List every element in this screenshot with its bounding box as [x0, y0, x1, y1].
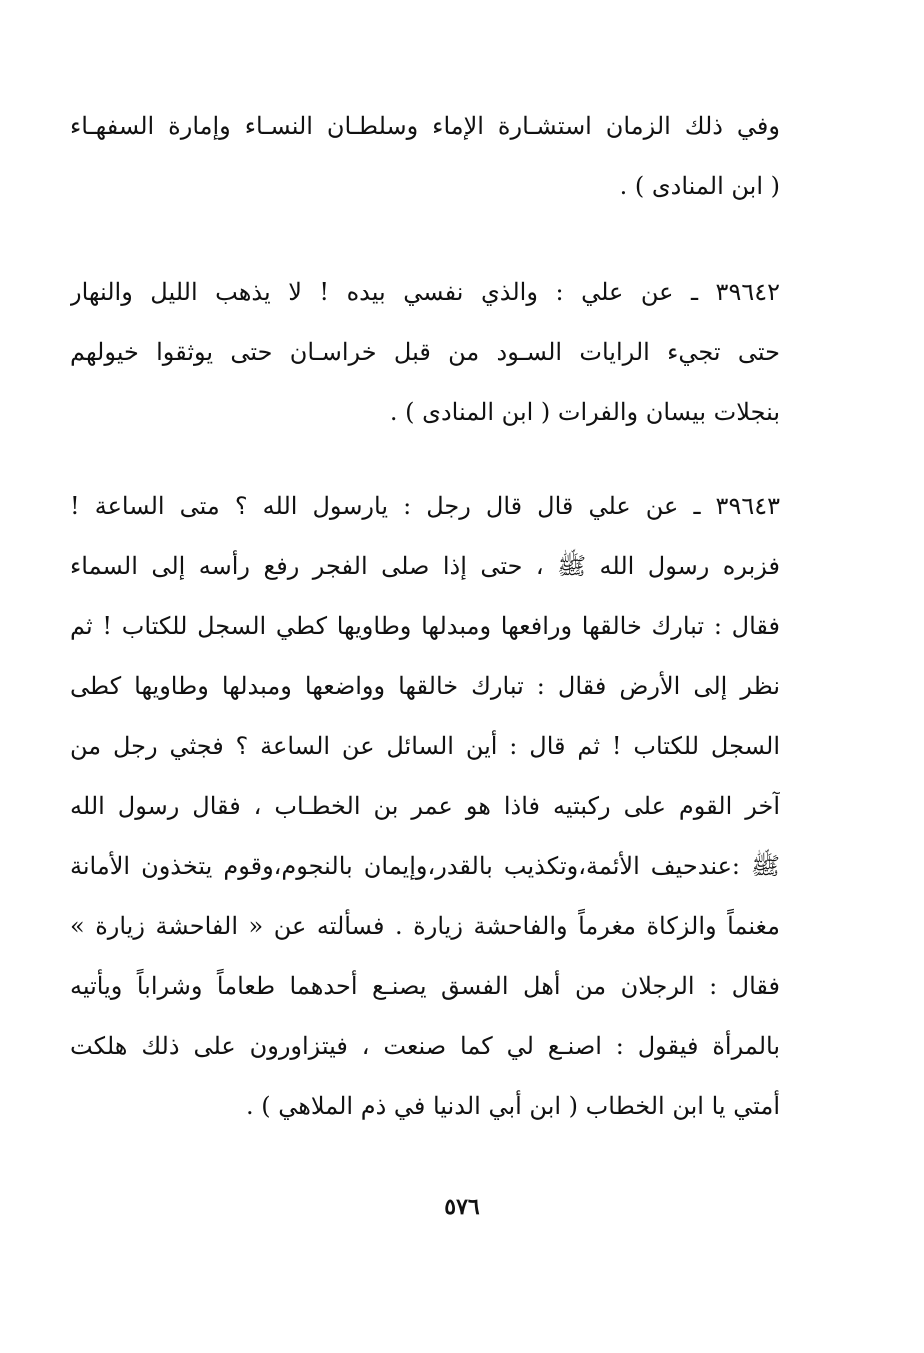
text-line: أمتي يا ابن الخطاب ( ابن أبي الدنيا في ذم الملاهي ) . [246, 1092, 780, 1120]
text-line: السجل للكتاب ! ثم قال : أين السائل عن الساعة ؟ فجثي رجل من [70, 732, 780, 760]
text-line: نظر إلى الأرض فقال : تبارك خالقها وواضعها ومبدلها وطاويها كطى [70, 672, 780, 700]
text-line: بنجلات بيسان والفرات ( ابن المنادى ) . [389, 398, 780, 426]
hadith-39642 [70, 262, 780, 442]
text-line: ٣٩٦٤٢ ـ عن علي : والذي نفسي بيده ! لا يذهب الليل والنهار [70, 278, 780, 306]
text-line: بالمرأة فيقول : اصنـع لي كما صنعت ، فيتزاورون على ذلك هلكت [70, 1032, 780, 1060]
text-line: حتى تجيء الرايات السـود من قبل خراسـان حتى يوثقوا خيولهم [70, 338, 780, 366]
text-line: ( ابن المنادى ) . [619, 172, 780, 200]
text-line: فزبره رسول الله ﷺ ، حتى إذا صلى الفجر رفع رأسه إلى السماء [70, 552, 780, 580]
text-line: مغنماً والزكاة مغرماً والفاحشة زيارة . فسألته عن « الفاحشة زيارة » [70, 912, 780, 940]
hadith-39643 [70, 476, 780, 1136]
page-number: ٥٧٦ [444, 1194, 480, 1220]
text-line: فقال : تبارك خالقها ورافعها ومبدلها وطاويها كطي السجل للكتاب ! ثم [70, 612, 780, 640]
text-line: ٣٩٦٤٣ ـ عن علي قال قال رجل : يارسول الله ؟ متى الساعة ! [70, 492, 780, 520]
text-line: وفي ذلك الزمان استشـارة الإماء وسلطـان النسـاء وإمارة السفهـاء [70, 112, 780, 140]
text-line: ﷺ :عندحيف الأئمة،وتكذيب بالقدر،وإيمان بالنجوم،وقوم يتخذون الأمانة [70, 852, 780, 880]
text-line: فقال : الرجلان من أهل الفسق يصنـع أحدهما طعاماً وشراباً ويأتيه [70, 972, 780, 1000]
text-line: آخر القوم على ركبتيه فاذا هو عمر بن الخطـاب ، فقال رسول الله [70, 792, 780, 820]
paragraph-continuation [70, 96, 780, 216]
